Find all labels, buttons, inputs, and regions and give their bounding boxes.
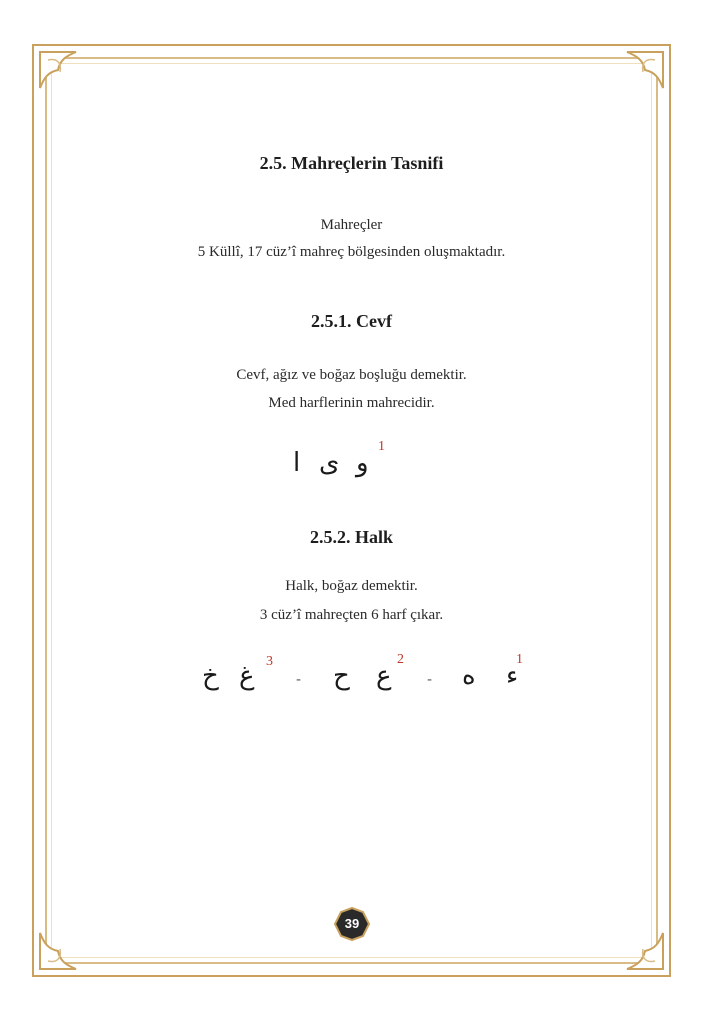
cevf-text-line-1: Cevf, ağız ve boğaz boşluğu demektir.: [236, 367, 467, 383]
cevf-letter-elif: ا: [293, 448, 301, 478]
page-content: [45, 57, 658, 964]
cevf-letter-vav: و: [356, 448, 369, 478]
section-text-line-1: Mahreçler: [320, 217, 383, 233]
halk-separator-1: -: [427, 672, 433, 688]
halk-letter-hemze: ء: [506, 661, 519, 691]
halk-text-line-1: Halk, boğaz demektir.: [285, 578, 418, 594]
section-title: 2.5. Mahreçlerin Tasnifi: [259, 153, 444, 173]
halk-title: 2.5.2. Halk: [309, 527, 393, 547]
halk-text-line-2: 3 cüz’î mahreçten 6 harf çıkar.: [259, 607, 444, 623]
page-number-badge: [327, 906, 377, 942]
halk-letter-gayn: غ: [239, 661, 255, 691]
halk-letter-hi: خ: [202, 661, 219, 691]
page-number: 39: [344, 916, 360, 931]
section-text-line-2: 5 Küllî, 17 cüz’î mahreç bölgesinden oluşmaktadır.: [197, 244, 506, 260]
halk-letter-ha: ح: [333, 661, 350, 691]
cevf-title: 2.5.1. Cevf: [311, 311, 392, 331]
halk-letter-ayn: ع: [376, 661, 392, 691]
cevf-letter-ya: ى: [319, 448, 340, 478]
halk-marker-1: 1: [516, 652, 523, 667]
halk-marker-3: 3: [266, 654, 273, 669]
cevf-text-line-2: Med harflerinin mahrecidir.: [268, 395, 435, 411]
cevf-marker: 1: [378, 439, 385, 454]
halk-marker-2: 2: [397, 652, 404, 667]
halk-separator-2: -: [296, 672, 302, 688]
halk-letter-he: ه: [462, 661, 476, 691]
